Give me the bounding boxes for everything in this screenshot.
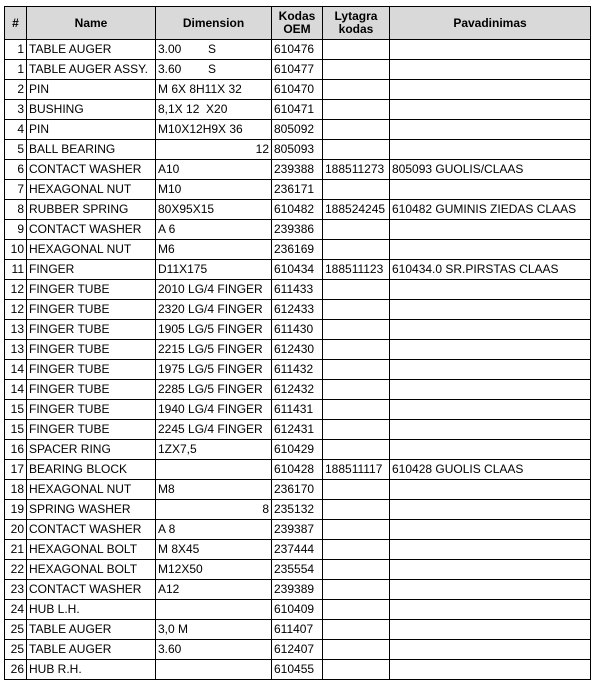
cell-dimension: 1905 LG/5 FINGER bbox=[156, 320, 272, 340]
table-row bbox=[5, 480, 591, 500]
cell-name: TABLE AUGER bbox=[27, 620, 156, 640]
header-kodas-oem: Kodas OEM bbox=[272, 7, 323, 40]
cell-dimension: 2215 LG/5 FINGER bbox=[156, 340, 272, 360]
cell-lytagra-kodas bbox=[323, 220, 390, 240]
table-row bbox=[5, 180, 591, 200]
cell-lytagra-kodas bbox=[323, 320, 390, 340]
cell-kodas-oem: 610428 bbox=[272, 460, 323, 480]
table-row bbox=[5, 60, 591, 80]
cell-pavadinimas bbox=[390, 220, 591, 240]
cell-lytagra-kodas bbox=[323, 380, 390, 400]
cell-dimension: 1ZX7,5 bbox=[156, 440, 272, 460]
header-lytagra-kodas: Lytagra kodas bbox=[323, 7, 390, 40]
table-row bbox=[5, 320, 591, 340]
table-row bbox=[5, 580, 591, 600]
cell-number: 26 bbox=[5, 660, 27, 680]
cell-kodas-oem: 239389 bbox=[272, 580, 323, 600]
cell-lytagra-kodas bbox=[323, 640, 390, 660]
cell-number: 13 bbox=[5, 340, 27, 360]
cell-lytagra-kodas bbox=[323, 480, 390, 500]
cell-name: HEXAGONAL BOLT bbox=[27, 540, 156, 560]
cell-pavadinimas bbox=[390, 480, 591, 500]
table-row bbox=[5, 100, 591, 120]
cell-number: 25 bbox=[5, 620, 27, 640]
cell-number: 1 bbox=[5, 40, 27, 60]
cell-dimension: 3.60 bbox=[156, 640, 272, 660]
cell-lytagra-kodas bbox=[323, 240, 390, 260]
cell-name: FINGER TUBE bbox=[27, 300, 156, 320]
table-row bbox=[5, 420, 591, 440]
cell-kodas-oem: 610477 bbox=[272, 60, 323, 80]
cell-kodas-oem: 237444 bbox=[272, 540, 323, 560]
cell-pavadinimas bbox=[390, 340, 591, 360]
cell-kodas-oem: 610471 bbox=[272, 100, 323, 120]
cell-dimension: 3.60 S bbox=[156, 60, 272, 80]
cell-dimension: 1975 LG/5 FINGER bbox=[156, 360, 272, 380]
table-row bbox=[5, 380, 591, 400]
cell-kodas-oem: 610409 bbox=[272, 600, 323, 620]
cell-dimension: A 8 bbox=[156, 520, 272, 540]
cell-kodas-oem: 235554 bbox=[272, 560, 323, 580]
cell-name: BUSHING bbox=[27, 100, 156, 120]
cell-lytagra-kodas bbox=[323, 440, 390, 460]
cell-lytagra-kodas bbox=[323, 520, 390, 540]
table-row bbox=[5, 600, 591, 620]
cell-lytagra-kodas: 188524245 bbox=[323, 200, 390, 220]
cell-dimension: 3,0 M bbox=[156, 620, 272, 640]
cell-kodas-oem: 612431 bbox=[272, 420, 323, 440]
cell-dimension: 12 bbox=[156, 140, 272, 160]
cell-lytagra-kodas: 188511273 bbox=[323, 160, 390, 180]
cell-lytagra-kodas bbox=[323, 100, 390, 120]
cell-pavadinimas bbox=[390, 620, 591, 640]
cell-number: 11 bbox=[5, 260, 27, 280]
cell-dimension bbox=[156, 600, 272, 620]
cell-number: 24 bbox=[5, 600, 27, 620]
cell-kodas-oem: 612430 bbox=[272, 340, 323, 360]
cell-number: 13 bbox=[5, 320, 27, 340]
cell-number: 14 bbox=[5, 360, 27, 380]
cell-dimension: A12 bbox=[156, 580, 272, 600]
cell-lytagra-kodas bbox=[323, 40, 390, 60]
cell-kodas-oem: 612432 bbox=[272, 380, 323, 400]
cell-kodas-oem: 610470 bbox=[272, 80, 323, 100]
cell-dimension: 8 bbox=[156, 500, 272, 520]
cell-kodas-oem: 611431 bbox=[272, 400, 323, 420]
cell-name: CONTACT WASHER bbox=[27, 520, 156, 540]
cell-name: TABLE AUGER bbox=[27, 40, 156, 60]
cell-name: RUBBER SPRING bbox=[27, 200, 156, 220]
cell-kodas-oem: 612433 bbox=[272, 300, 323, 320]
cell-pavadinimas bbox=[390, 360, 591, 380]
cell-dimension: 3.00 S bbox=[156, 40, 272, 60]
cell-dimension: A 6 bbox=[156, 220, 272, 240]
cell-lytagra-kodas bbox=[323, 660, 390, 680]
cell-kodas-oem: 610434 bbox=[272, 260, 323, 280]
table-row bbox=[5, 520, 591, 540]
cell-number: 6 bbox=[5, 160, 27, 180]
cell-name: SPACER RING bbox=[27, 440, 156, 460]
cell-lytagra-kodas bbox=[323, 420, 390, 440]
cell-pavadinimas bbox=[390, 120, 591, 140]
table-row bbox=[5, 660, 591, 680]
cell-name: HEXAGONAL BOLT bbox=[27, 560, 156, 580]
cell-kodas-oem: 236169 bbox=[272, 240, 323, 260]
cell-name: CONTACT WASHER bbox=[27, 580, 156, 600]
cell-pavadinimas bbox=[390, 520, 591, 540]
cell-dimension: 2245 LG/4 FINGER bbox=[156, 420, 272, 440]
cell-lytagra-kodas bbox=[323, 300, 390, 320]
table-row bbox=[5, 120, 591, 140]
cell-lytagra-kodas bbox=[323, 340, 390, 360]
cell-lytagra-kodas: 188511117 bbox=[323, 460, 390, 480]
cell-kodas-oem: 239386 bbox=[272, 220, 323, 240]
cell-dimension: D11X175 bbox=[156, 260, 272, 280]
cell-name: SPRING WASHER bbox=[27, 500, 156, 520]
cell-name: TABLE AUGER bbox=[27, 640, 156, 660]
table-row bbox=[5, 280, 591, 300]
cell-pavadinimas bbox=[390, 500, 591, 520]
cell-number: 8 bbox=[5, 200, 27, 220]
cell-number: 18 bbox=[5, 480, 27, 500]
cell-kodas-oem: 805093 bbox=[272, 140, 323, 160]
cell-dimension bbox=[156, 660, 272, 680]
cell-name: CONTACT WASHER bbox=[27, 220, 156, 240]
cell-dimension bbox=[156, 460, 272, 480]
cell-dimension: 8,1X 12 X20 bbox=[156, 100, 272, 120]
cell-name: FINGER bbox=[27, 260, 156, 280]
cell-pavadinimas bbox=[390, 600, 591, 620]
table-row bbox=[5, 240, 591, 260]
cell-dimension: 1940 LG/4 FINGER bbox=[156, 400, 272, 420]
cell-number: 2 bbox=[5, 80, 27, 100]
cell-lytagra-kodas bbox=[323, 540, 390, 560]
cell-pavadinimas bbox=[390, 280, 591, 300]
cell-kodas-oem: 611407 bbox=[272, 620, 323, 640]
cell-dimension: 2285 LG/5 FINGER bbox=[156, 380, 272, 400]
cell-lytagra-kodas bbox=[323, 120, 390, 140]
cell-kodas-oem: 610429 bbox=[272, 440, 323, 460]
cell-kodas-oem: 239387 bbox=[272, 520, 323, 540]
header-number: # bbox=[5, 7, 27, 40]
table-row bbox=[5, 560, 591, 580]
table-row bbox=[5, 140, 591, 160]
cell-dimension: 2320 LG/4 FINGER bbox=[156, 300, 272, 320]
cell-number: 19 bbox=[5, 500, 27, 520]
cell-lytagra-kodas bbox=[323, 620, 390, 640]
cell-kodas-oem: 611430 bbox=[272, 320, 323, 340]
cell-dimension: M12X50 bbox=[156, 560, 272, 580]
cell-pavadinimas bbox=[390, 540, 591, 560]
cell-kodas-oem: 236171 bbox=[272, 180, 323, 200]
cell-number: 12 bbox=[5, 300, 27, 320]
cell-dimension: M 8X45 bbox=[156, 540, 272, 560]
cell-lytagra-kodas bbox=[323, 600, 390, 620]
cell-lytagra-kodas bbox=[323, 560, 390, 580]
cell-name: HUB R.H. bbox=[27, 660, 156, 680]
cell-pavadinimas bbox=[390, 440, 591, 460]
cell-number: 12 bbox=[5, 280, 27, 300]
cell-lytagra-kodas bbox=[323, 400, 390, 420]
cell-number: 21 bbox=[5, 540, 27, 560]
table-row bbox=[5, 540, 591, 560]
parts-table bbox=[4, 6, 591, 680]
cell-number: 9 bbox=[5, 220, 27, 240]
cell-number: 3 bbox=[5, 100, 27, 120]
table-row bbox=[5, 220, 591, 240]
cell-pavadinimas: 805093 GUOLIS/CLAAS bbox=[390, 160, 591, 180]
table-row bbox=[5, 400, 591, 420]
cell-lytagra-kodas bbox=[323, 180, 390, 200]
cell-number: 10 bbox=[5, 240, 27, 260]
cell-pavadinimas bbox=[390, 380, 591, 400]
table-row bbox=[5, 460, 591, 480]
cell-number: 4 bbox=[5, 120, 27, 140]
cell-number: 15 bbox=[5, 420, 27, 440]
cell-dimension: M6 bbox=[156, 240, 272, 260]
cell-name: HEXAGONAL NUT bbox=[27, 480, 156, 500]
cell-pavadinimas bbox=[390, 580, 591, 600]
cell-lytagra-kodas bbox=[323, 500, 390, 520]
table-row bbox=[5, 40, 591, 60]
cell-number: 15 bbox=[5, 400, 27, 420]
cell-pavadinimas bbox=[390, 60, 591, 80]
cell-pavadinimas bbox=[390, 400, 591, 420]
cell-name: BALL BEARING bbox=[27, 140, 156, 160]
cell-lytagra-kodas bbox=[323, 280, 390, 300]
cell-kodas-oem: 236170 bbox=[272, 480, 323, 500]
table-row bbox=[5, 640, 591, 660]
cell-number: 14 bbox=[5, 380, 27, 400]
cell-pavadinimas bbox=[390, 40, 591, 60]
cell-kodas-oem: 805092 bbox=[272, 120, 323, 140]
cell-dimension: M10 bbox=[156, 180, 272, 200]
cell-dimension: M 6X 8H11X 32 bbox=[156, 80, 272, 100]
cell-name: PIN bbox=[27, 80, 156, 100]
cell-name: FINGER TUBE bbox=[27, 280, 156, 300]
cell-number: 16 bbox=[5, 440, 27, 460]
header-dimension: Dimension bbox=[156, 7, 272, 40]
cell-pavadinimas bbox=[390, 660, 591, 680]
cell-pavadinimas bbox=[390, 140, 591, 160]
table-row bbox=[5, 200, 591, 220]
cell-lytagra-kodas bbox=[323, 360, 390, 380]
cell-kodas-oem: 612407 bbox=[272, 640, 323, 660]
cell-pavadinimas: 610434.0 SR.PIRSTAS CLAAS bbox=[390, 260, 591, 280]
cell-kodas-oem: 610455 bbox=[272, 660, 323, 680]
cell-name: TABLE AUGER ASSY. bbox=[27, 60, 156, 80]
cell-number: 1 bbox=[5, 60, 27, 80]
cell-pavadinimas bbox=[390, 420, 591, 440]
cell-pavadinimas bbox=[390, 180, 591, 200]
cell-dimension: 80X95X15 bbox=[156, 200, 272, 220]
cell-name: HEXAGONAL NUT bbox=[27, 180, 156, 200]
cell-pavadinimas bbox=[390, 300, 591, 320]
cell-number: 25 bbox=[5, 640, 27, 660]
cell-kodas-oem: 610476 bbox=[272, 40, 323, 60]
table-row bbox=[5, 620, 591, 640]
cell-pavadinimas bbox=[390, 320, 591, 340]
cell-lytagra-kodas bbox=[323, 580, 390, 600]
table-row bbox=[5, 80, 591, 100]
cell-pavadinimas bbox=[390, 80, 591, 100]
cell-pavadinimas bbox=[390, 560, 591, 580]
table-row bbox=[5, 260, 591, 280]
table-row bbox=[5, 160, 591, 180]
cell-lytagra-kodas bbox=[323, 60, 390, 80]
table-row bbox=[5, 300, 591, 320]
table-row bbox=[5, 340, 591, 360]
cell-kodas-oem: 611433 bbox=[272, 280, 323, 300]
header-row bbox=[5, 7, 591, 40]
cell-number: 7 bbox=[5, 180, 27, 200]
cell-name: FINGER TUBE bbox=[27, 400, 156, 420]
cell-name: FINGER TUBE bbox=[27, 320, 156, 340]
cell-lytagra-kodas bbox=[323, 140, 390, 160]
cell-number: 20 bbox=[5, 520, 27, 540]
cell-number: 17 bbox=[5, 460, 27, 480]
cell-number: 23 bbox=[5, 580, 27, 600]
table-row bbox=[5, 500, 591, 520]
cell-name: FINGER TUBE bbox=[27, 340, 156, 360]
cell-lytagra-kodas: 188511123 bbox=[323, 260, 390, 280]
cell-name: CONTACT WASHER bbox=[27, 160, 156, 180]
cell-pavadinimas: 610428 GUOLIS CLAAS bbox=[390, 460, 591, 480]
cell-name: FINGER TUBE bbox=[27, 420, 156, 440]
cell-lytagra-kodas bbox=[323, 80, 390, 100]
cell-number: 5 bbox=[5, 140, 27, 160]
cell-pavadinimas bbox=[390, 100, 591, 120]
cell-dimension: A10 bbox=[156, 160, 272, 180]
cell-name: FINGER TUBE bbox=[27, 360, 156, 380]
cell-dimension: M8 bbox=[156, 480, 272, 500]
cell-number: 22 bbox=[5, 560, 27, 580]
header-name: Name bbox=[27, 7, 156, 40]
cell-dimension: M10X12H9X 36 bbox=[156, 120, 272, 140]
cell-name: BEARING BLOCK bbox=[27, 460, 156, 480]
cell-kodas-oem: 235132 bbox=[272, 500, 323, 520]
table-row bbox=[5, 360, 591, 380]
cell-pavadinimas: 610482 GUMINIS ZIEDAS CLAAS bbox=[390, 200, 591, 220]
cell-name: HEXAGONAL NUT bbox=[27, 240, 156, 260]
cell-dimension: 2010 LG/4 FINGER bbox=[156, 280, 272, 300]
cell-kodas-oem: 239388 bbox=[272, 160, 323, 180]
cell-name: FINGER TUBE bbox=[27, 380, 156, 400]
cell-name: HUB L.H. bbox=[27, 600, 156, 620]
cell-kodas-oem: 611432 bbox=[272, 360, 323, 380]
header-pavadinimas: Pavadinimas bbox=[390, 7, 591, 40]
table-row bbox=[5, 440, 591, 460]
cell-kodas-oem: 610482 bbox=[272, 200, 323, 220]
cell-pavadinimas bbox=[390, 640, 591, 660]
cell-pavadinimas bbox=[390, 240, 591, 260]
cell-name: PIN bbox=[27, 120, 156, 140]
